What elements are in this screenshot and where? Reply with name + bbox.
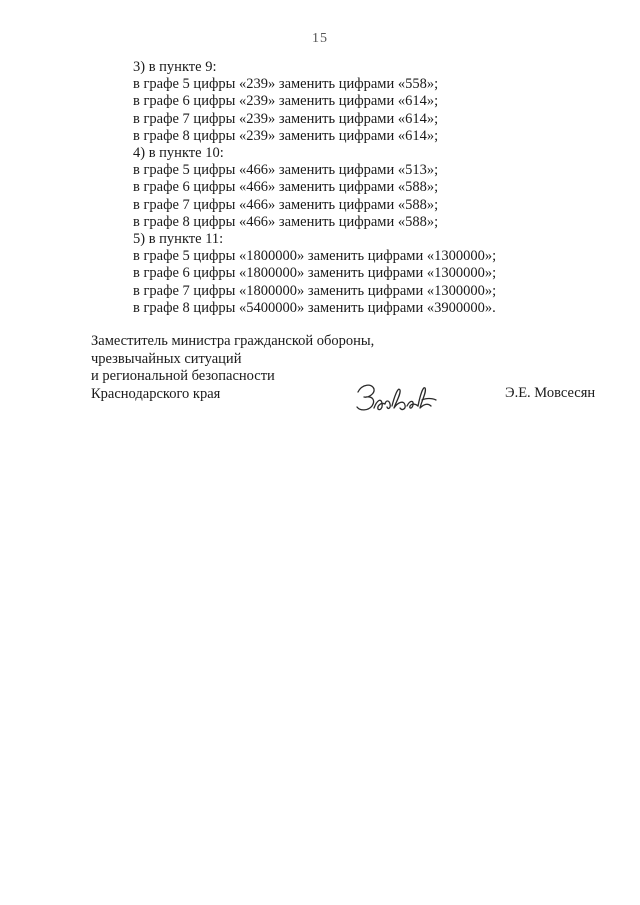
amendment-line: в графе 6 цифры «1800000» заменить цифрами «1300000»; <box>133 265 497 282</box>
signatory-title-block <box>91 333 374 403</box>
amendment-line: в графе 8 цифры «5400000» заменить цифрами «3900000». <box>133 299 496 316</box>
amendment-line: в графе 7 цифры «239» заменить цифрами «614»; <box>133 110 439 127</box>
amendment-line: в графе 8 цифры «239» заменить цифрами «614»; <box>133 127 439 144</box>
amendment-line: в графе 7 цифры «466» заменить цифрами «588»; <box>133 196 439 213</box>
signatory-title-line: и региональной безопасности <box>91 368 275 385</box>
page-number: 15 <box>312 31 328 46</box>
amendment-line: в графе 6 цифры «466» заменить цифрами «588»; <box>133 179 439 196</box>
amendment-item-header: 4) в пункте 10: <box>133 145 224 162</box>
signatory-name: Э.Е. Мовсесян <box>505 385 596 401</box>
amendment-line: в графе 5 цифры «466» заменить цифрами «513»; <box>133 162 439 179</box>
amendment-item-header: 5) в пункте 11: <box>133 231 224 248</box>
amendment-line: в графе 7 цифры «1800000» заменить цифрами «1300000»; <box>133 282 497 299</box>
amendment-line: в графе 5 цифры «1800000» заменить цифрами «1300000»; <box>133 248 497 265</box>
amendment-line: в графе 8 цифры «466» заменить цифрами «588»; <box>133 213 439 230</box>
handwritten-signature <box>352 378 442 418</box>
signatory-title-line: Заместитель министра гражданской обороны, <box>91 333 375 349</box>
amendments-list <box>133 59 496 317</box>
signatory-title-line: чрезвычайных ситуаций <box>91 350 242 367</box>
amendment-line: в графе 6 цифры «239» заменить цифрами «614»; <box>133 93 439 110</box>
amendment-line: в графе 5 цифры «239» заменить цифрами «558»; <box>133 76 439 93</box>
signatory-title-line: Краснодарского края <box>91 385 221 402</box>
amendment-item-header: 3) в пункте 9: <box>133 59 217 75</box>
